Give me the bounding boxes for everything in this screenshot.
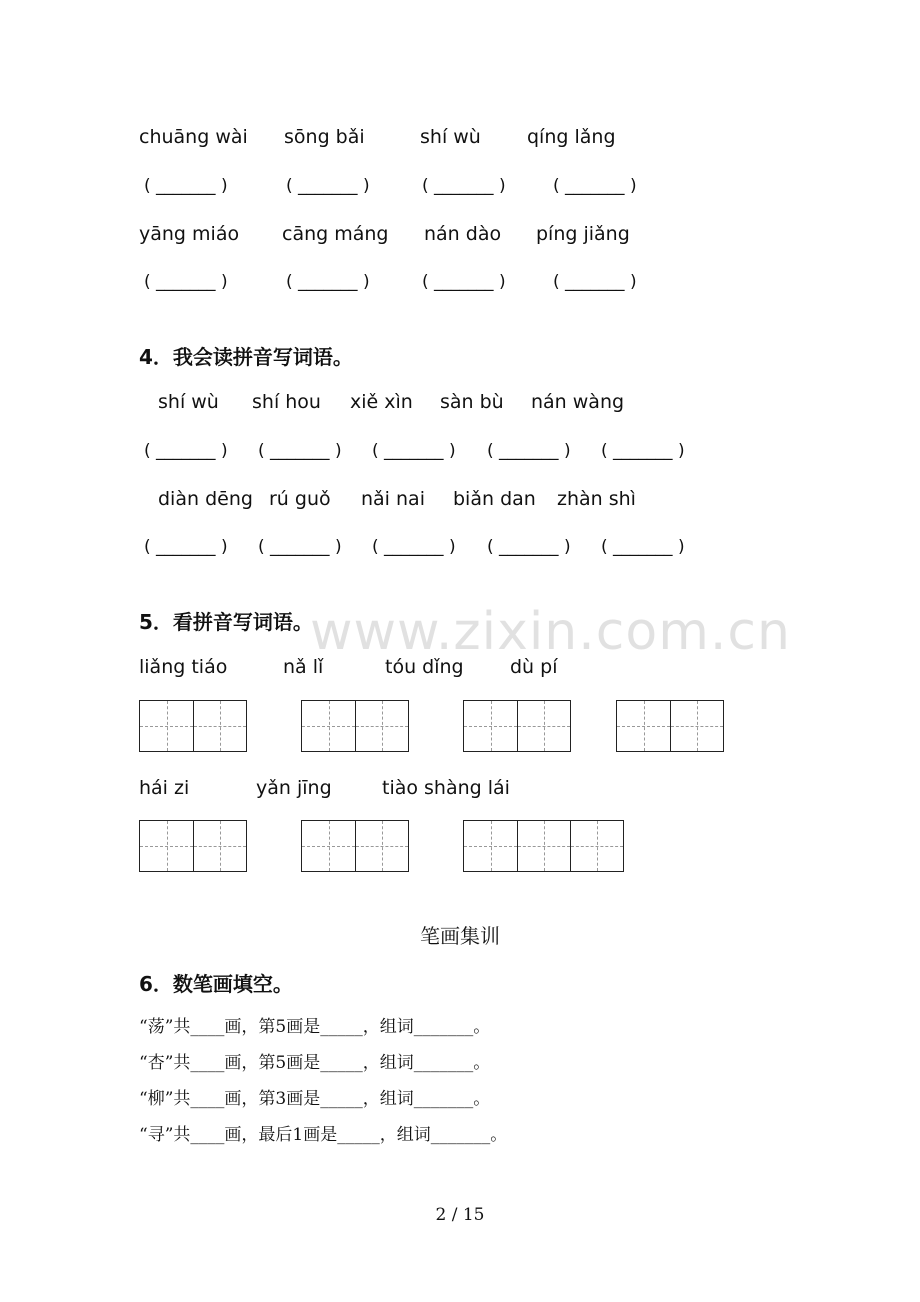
writing-cell[interactable] (517, 701, 570, 751)
watermark: www.zixin.com.cn (310, 602, 791, 662)
section-4-title: 4．我会读拼音写词语。 (139, 345, 353, 369)
answer-blank[interactable]: ( _______ ) (372, 537, 456, 557)
answer-blank[interactable]: ( _______ ) (372, 441, 456, 461)
pinyin-hai-zi: hái zi (139, 777, 190, 799)
pinyin-xie-xin: xiě xìn (350, 391, 413, 413)
writing-grid[interactable] (139, 820, 247, 872)
answer-blank[interactable]: ( _______ ) (553, 272, 637, 292)
writing-cell[interactable] (140, 701, 193, 751)
pinyin-chuang-wai: chuāng wài (139, 126, 248, 148)
pinyin-nai-nai: nǎi nai (361, 488, 425, 510)
pinyin-liang-tiao: liǎng tiáo (139, 656, 228, 678)
pinyin-shi-wu: shí wù (420, 126, 481, 148)
pinyin-qing-lang: qíng lǎng (527, 126, 616, 148)
writing-cell[interactable] (355, 701, 408, 751)
pinyin-tiao-shang-lai: tiào shàng lái (382, 777, 510, 799)
answer-blank[interactable]: ( _______ ) (144, 441, 228, 461)
writing-cell[interactable] (670, 701, 723, 751)
stroke-question: “柳”共____画，第3画是_____，组词_______。 (139, 1089, 491, 1109)
writing-cell[interactable] (464, 821, 517, 871)
pinyin-na-li: nǎ lǐ (283, 656, 324, 678)
answer-blank[interactable]: ( _______ ) (601, 441, 685, 461)
writing-grid[interactable] (301, 820, 409, 872)
writing-cell[interactable] (193, 701, 246, 751)
writing-cell[interactable] (517, 821, 570, 871)
answer-blank[interactable]: ( _______ ) (422, 272, 506, 292)
answer-blank[interactable]: ( _______ ) (487, 537, 571, 557)
writing-cell[interactable] (617, 701, 670, 751)
answer-blank[interactable]: ( _______ ) (601, 537, 685, 557)
answer-blank[interactable]: ( _______ ) (286, 272, 370, 292)
answer-blank[interactable]: ( _______ ) (258, 537, 342, 557)
writing-grid[interactable] (139, 700, 247, 752)
writing-cell[interactable] (355, 821, 408, 871)
pinyin-dian-deng: diàn dēng (158, 488, 253, 510)
answer-blank[interactable]: ( _______ ) (553, 176, 637, 196)
writing-cell[interactable] (570, 821, 623, 871)
stroke-question: “杏”共____画，第5画是_____，组词_______。 (139, 1053, 491, 1073)
pinyin-yan-jing: yǎn jīng (256, 777, 332, 799)
answer-blank[interactable]: ( _______ ) (144, 537, 228, 557)
answer-blank[interactable]: ( _______ ) (258, 441, 342, 461)
pinyin-nan-dao: nán dào (424, 223, 502, 245)
pinyin-cang-mang: cāng máng (282, 223, 389, 245)
answer-blank[interactable]: ( _______ ) (422, 176, 506, 196)
stroke-question: “寻”共____画，最后1画是_____，组词_______。 (139, 1125, 508, 1145)
pinyin-shi-hou: shí hou (252, 391, 321, 413)
writing-grid[interactable] (616, 700, 724, 752)
answer-blank[interactable]: ( _______ ) (487, 441, 571, 461)
writing-cell[interactable] (193, 821, 246, 871)
pinyin-zhan-shi: zhàn shì (557, 488, 636, 510)
pinyin-nan-wang: nán wàng (531, 391, 625, 413)
pinyin-tou-ding: tóu dǐng (385, 656, 464, 678)
writing-cell[interactable] (302, 821, 355, 871)
stroke-question: “荡”共____画，第5画是_____，组词_______。 (139, 1017, 491, 1037)
section-5-title: 5．看拼音写词语。 (139, 610, 313, 634)
writing-cell[interactable] (140, 821, 193, 871)
writing-grid[interactable] (463, 700, 571, 752)
pinyin-yang-miao: yāng miáo (139, 223, 240, 245)
writing-cell[interactable] (302, 701, 355, 751)
pinyin-song-bai: sōng bǎi (284, 126, 365, 148)
pinyin-bian-dan: biǎn dan (453, 488, 536, 510)
pinyin-du-pi: dù pí (510, 656, 558, 678)
writing-grid[interactable] (463, 820, 624, 872)
pinyin-san-bu: sàn bù (440, 391, 504, 413)
writing-cell[interactable] (464, 701, 517, 751)
page-number: 2 / 15 (435, 1205, 485, 1225)
pinyin-shi-wu: shí wù (158, 391, 219, 413)
pinyin-ru-guo: rú guǒ (269, 488, 331, 510)
answer-blank[interactable]: ( _______ ) (286, 176, 370, 196)
section-6-title: 6．数笔画填空。 (139, 972, 293, 996)
answer-blank[interactable]: ( _______ ) (144, 176, 228, 196)
stroke-training-heading: 笔画集训 (420, 924, 500, 948)
answer-blank[interactable]: ( _______ ) (144, 272, 228, 292)
writing-grid[interactable] (301, 700, 409, 752)
pinyin-ping-jiang: píng jiǎng (536, 223, 630, 245)
